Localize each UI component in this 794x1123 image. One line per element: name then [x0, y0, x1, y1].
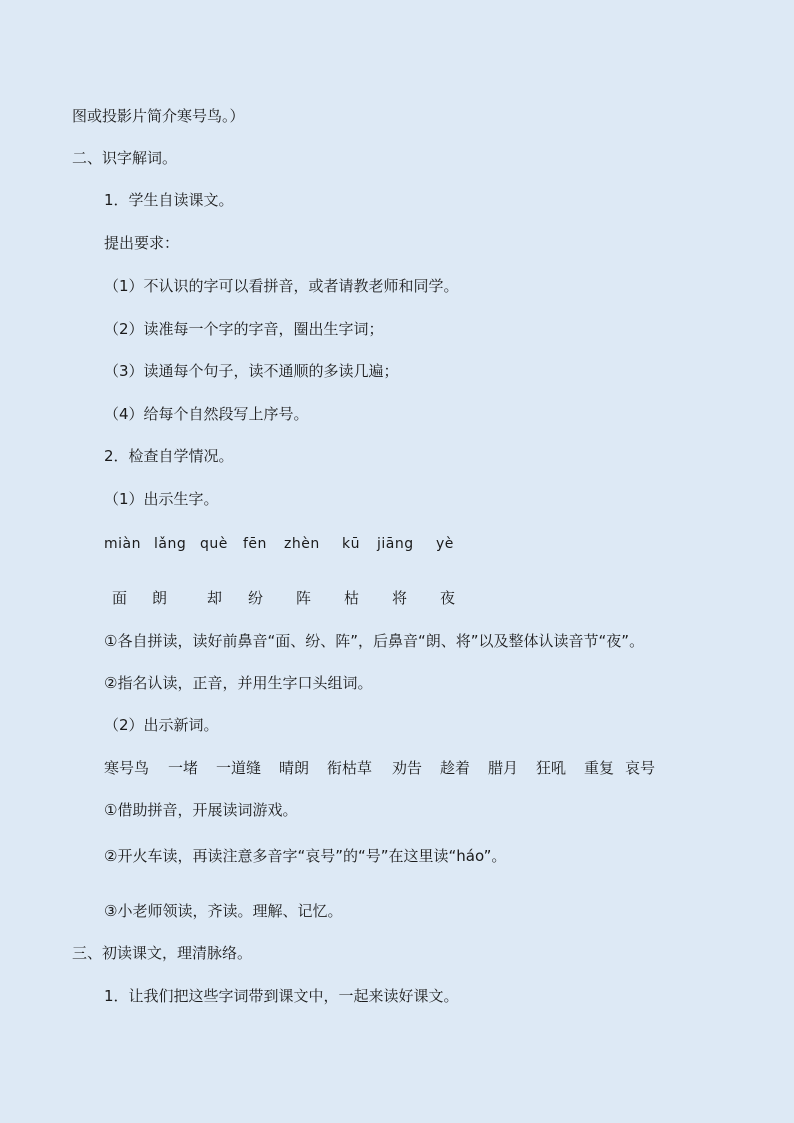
word-item: 哀号 [625, 759, 656, 777]
text-line: ②指名认读，正音，并用生字口头组词。 [104, 674, 373, 692]
text-line: 1．学生自读课文。 [104, 191, 234, 209]
pinyin-item: yè [436, 536, 454, 552]
text-line: 1．让我们把这些字词带到课文中，一起来读好课文。 [104, 987, 459, 1005]
pinyin-item: fēn [243, 536, 267, 552]
list-item: （2）出示新词。 [104, 716, 219, 734]
word-item: 寒号鸟 [104, 759, 150, 777]
pinyin-item: zhèn [284, 536, 320, 552]
list-item: （1）不认识的字可以看拼音，或者请教老师和同学。 [104, 277, 459, 295]
section-heading: 三、初读课文，理清脉络。 [72, 944, 253, 962]
word-item: 劝告 [392, 759, 423, 777]
text-line: ①各自拼读，读好前鼻音“面、纷、阵”，后鼻音“朗、将”以及整体认读音节“夜”。 [104, 632, 645, 650]
pinyin-item: lǎng [154, 536, 187, 552]
section-heading: 二、识字解词。 [72, 149, 178, 167]
character-item: 纷 [248, 589, 264, 607]
word-item: 一堵 [168, 759, 199, 777]
character-item: 朗 [152, 589, 168, 607]
word-row [0, 758, 794, 778]
text-line: 提出要求： [104, 234, 180, 252]
character-item: 将 [392, 589, 408, 607]
word-item: 重复 [584, 759, 615, 777]
character-item: 夜 [440, 589, 456, 607]
word-item: 狂吼 [536, 759, 567, 777]
pinyin-item: què [200, 536, 228, 552]
word-item: 趁着 [440, 759, 471, 777]
character-item: 枯 [344, 589, 360, 607]
text-line: ②开火车读，再读注意多音字“哀号”的“号”在这里读“háo”。 [104, 847, 507, 865]
list-item: （2）读准每一个字的字音，圈出生字词； [104, 320, 384, 338]
word-item: 衔枯草 [327, 759, 373, 777]
text-line: 2．检查自学情况。 [104, 447, 234, 465]
pinyin-item: kū [342, 536, 360, 552]
list-item: （1）出示生字。 [104, 490, 219, 508]
word-item: 晴朗 [279, 759, 310, 777]
list-item: （3）读通每个句子，读不通顺的多读几遍； [104, 362, 399, 380]
text-line: 图或投影片简介寒号鸟。） [72, 107, 245, 125]
character-item: 却 [207, 589, 223, 607]
word-item: 一道缝 [216, 759, 262, 777]
pinyin-row [0, 534, 794, 554]
character-row [0, 588, 794, 608]
word-item: 腊月 [488, 759, 519, 777]
text-line: ③小老师领读，齐读。理解、记忆。 [104, 902, 343, 920]
character-item: 面 [112, 589, 128, 607]
pinyin-item: miàn [104, 536, 141, 552]
list-item: （4）给每个自然段写上序号。 [104, 405, 309, 423]
text-line: ①借助拼音，开展读词游戏。 [104, 801, 298, 819]
character-item: 阵 [296, 589, 312, 607]
pinyin-item: jiāng [377, 536, 414, 552]
